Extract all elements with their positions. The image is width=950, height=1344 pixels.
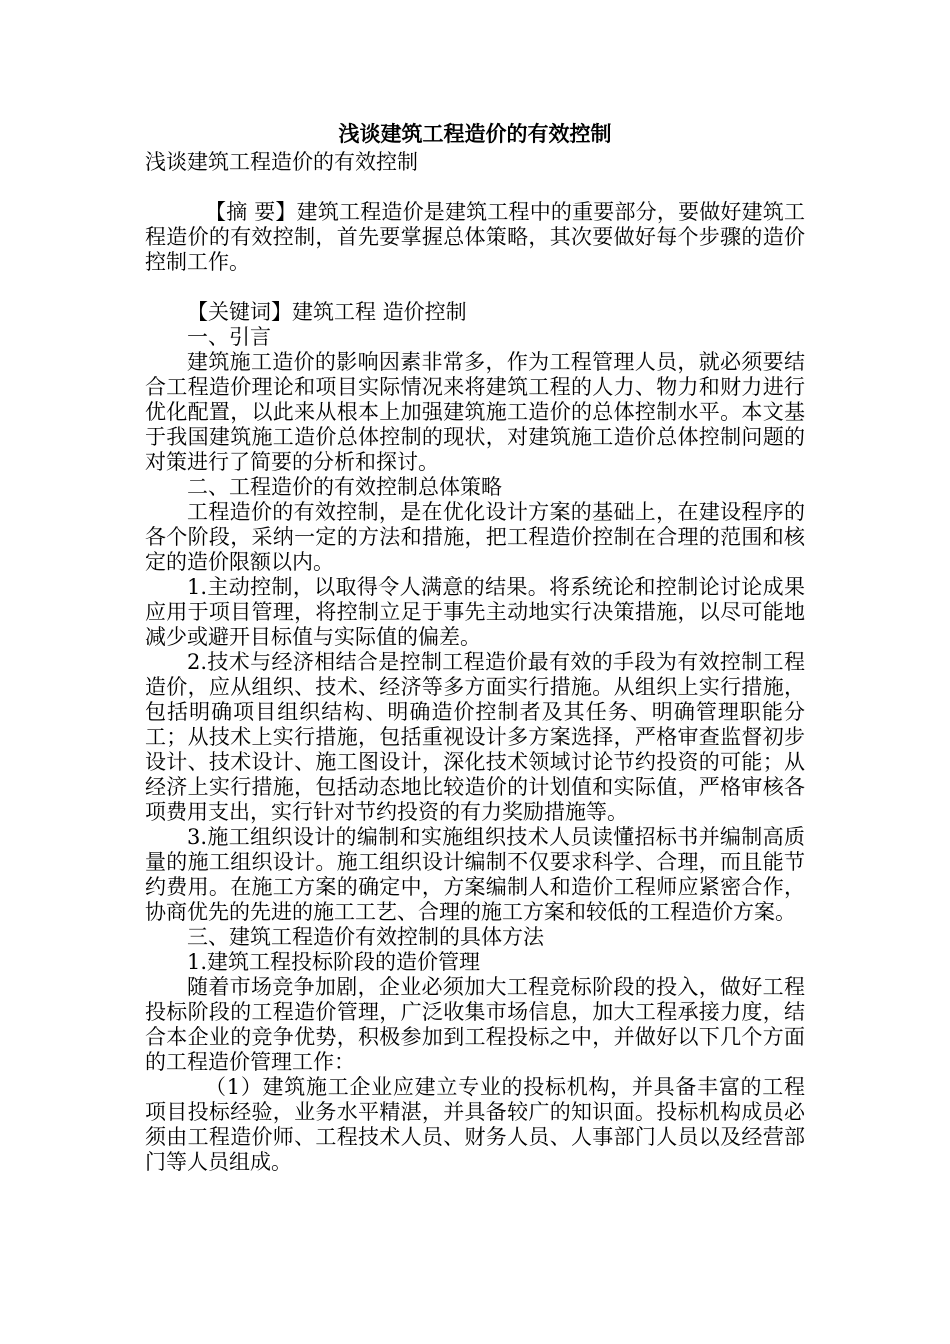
section-heading: 一、引言 — [187, 325, 271, 349]
document-subtitle: 浅谈建筑工程造价的有效控制 — [145, 150, 418, 174]
blank-line — [145, 275, 805, 300]
body-paragraph: 工程造价的有效控制，是在优化设计方案的基础上，在建设程序的各个阶段，采纳一定的方法和措施，把工程造价控制在合理的范围和核定的造价限额以内。 — [145, 500, 805, 574]
section-heading: 三、建筑工程造价有效控制的具体方法 — [187, 925, 544, 949]
subsection-heading: 1.建筑工程投标阶段的造价管理 — [187, 950, 481, 974]
document-title: 浅谈建筑工程造价的有效控制 — [338, 121, 612, 146]
list-item: 2.技术与经济相结合是控制工程造价最有效的手段为有效控制工程造价，应从组织、技术、经济等多方面实行措施。从组织上实行措施，包括明确项目组织结构、明确造价控制者及其任务、明确管理职能分工；从技术上实行措施，包括重视设计多方案选择，严格审查监督初步设计、技术设计、施工图设计，深化技术领域讨论节约投资的可能；从经济上实行措施，包括动态地比较造价的计划值和实际值，严格审核各项费用支出，实行针对节约投资的有力奖励措施等。 — [145, 650, 805, 824]
abstract-paragraph: 【摘 要】建筑工程造价是建筑工程中的重要部分，要做好建筑工程造价的有效控制，首先要掌握总体策略，其次要做好每个步骤的造价控制工作。 — [145, 200, 805, 274]
body-paragraph: 随着市场竞争加剧，企业必须加大工程竞标阶段的投入，做好工程投标阶段的工程造价管理，广泛收集市场信息，加大工程承接力度，结合本企业的竞争优势，积极参加到工程投标之中，并做好以下几个方面的工程造价管理工作： — [145, 975, 805, 1074]
list-item: （1）建筑施工企业应建立专业的投标机构，并具备丰富的工程项目投标经验，业务水平精湛，并具备较广的知识面。投标机构成员必须由工程造价师、工程技术人员、财务人员、人事部门人员以及经营部门等人员组成。 — [145, 1075, 805, 1174]
document-body — [145, 150, 805, 1175]
section-heading: 二、工程造价的有效控制总体策略 — [187, 475, 502, 499]
body-paragraph: 建筑施工造价的影响因素非常多，作为工程管理人员，就必须要结合工程造价理论和项目实际情况来将建筑工程的人力、物力和财力进行优化配置，以此来从根本上加强建筑施工造价的总体控制水平。本文基于我国建筑施工造价总体控制的现状，对建筑施工造价总体控制问题的对策进行了简要的分析和探讨。 — [145, 350, 805, 474]
blank-line — [145, 175, 805, 200]
list-item: 3.施工组织设计的编制和实施组织技术人员读懂招标书并编制高质量的施工组织设计。施工组织设计编制不仅要求科学、合理，而且能节约费用。在施工方案的确定中，方案编制人和造价工程师应紧密合作，协商优先的先进的施工工艺、合理的施工方案和较低的工程造价方案。 — [145, 825, 805, 924]
list-item: 1.主动控制，以取得令人满意的结果。将系统论和控制论讨论成果应用于项目管理，将控制立足于事先主动地实行决策措施，以尽可能地减少或避开目标值与实际值的偏差。 — [145, 575, 805, 649]
keywords-line: 【关键词】建筑工程 造价控制 — [187, 300, 467, 324]
